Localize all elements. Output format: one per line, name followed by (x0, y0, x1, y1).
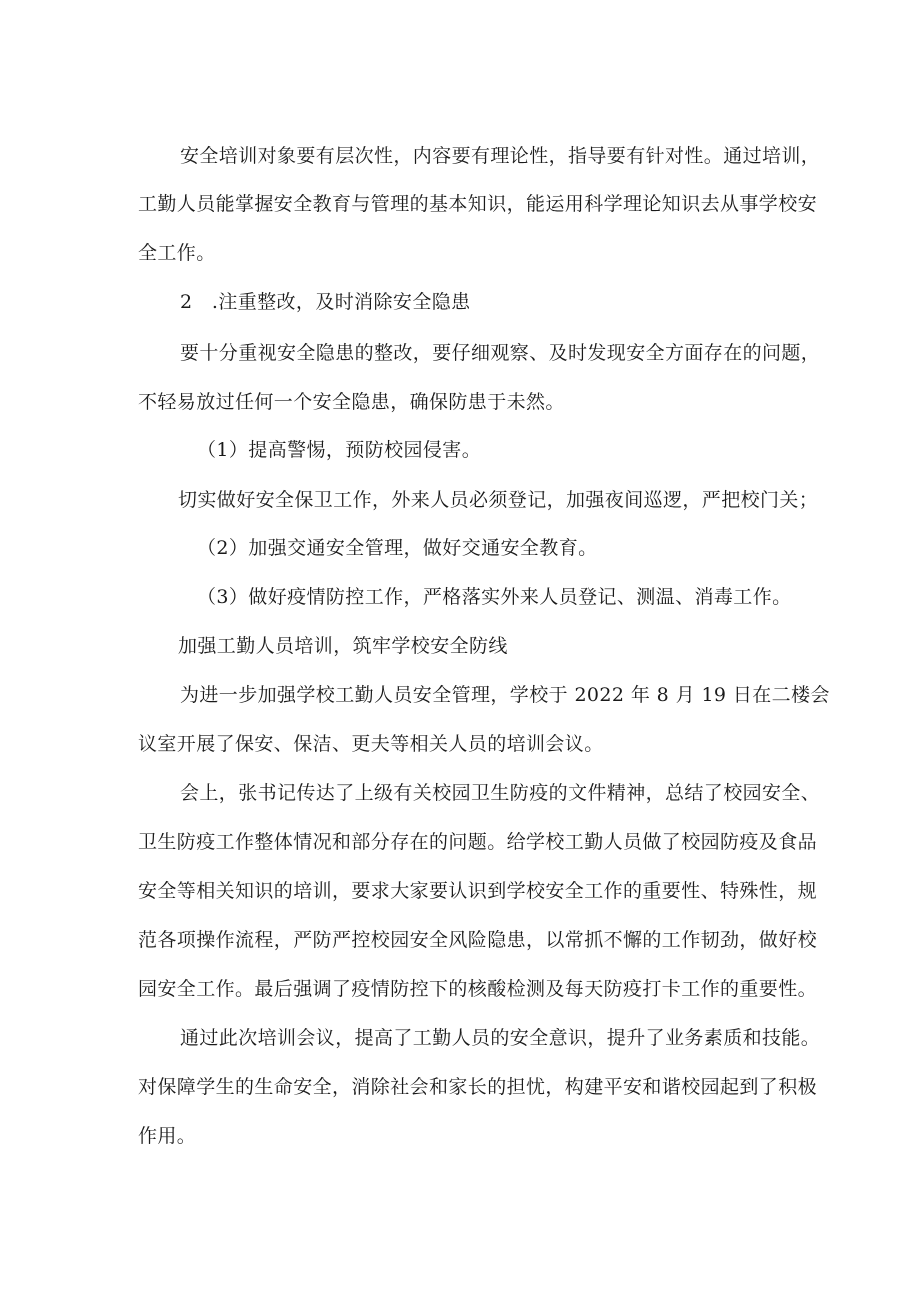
section-heading: 加强工勤人员培训，筑牢学校安全防线 (178, 635, 508, 657)
paragraph-line: 安全等相关知识的培训，要求大家要认识到学校安全工作的重要性、特殊性，规 (138, 880, 818, 902)
paragraph-line: 对保障学生的生命安全，消除社会和家长的担忧，构建平安和谐校园起到了积极 (138, 1076, 818, 1098)
list-item: （1）提高警惕，预防校园侵害。 (197, 439, 482, 461)
paragraph-line: 为进一步加强学校工勤人员安全管理，学校于 2022 年 8 月 19 日在二楼会 (180, 684, 830, 706)
list-item: （3）做好疫情防控工作，严格落实外来人员登记、测温、消毒工作。 (197, 586, 792, 608)
paragraph-line: 卫生防疫工作整体情况和部分存在的问题。给学校工勤人员做了校园防疫及食品 (138, 831, 818, 853)
paragraph-line: 会上，张书记传达了上级有关校园卫生防疫的文件精神，总结了校园安全、 (180, 782, 821, 804)
paragraph-line: 切实做好安全保卫工作，外来人员必须登记，加强夜间巡逻，严把校门关； (178, 489, 819, 511)
paragraph-line: 园安全工作。最后强调了疫情防控下的核酸检测及每天防疫打卡工作的重要性。 (138, 978, 818, 1000)
paragraph-line: 工勤人员能掌握安全教育与管理的基本知识，能运用科学理论知识去从事学校安 (138, 193, 818, 215)
paragraph-line: 作用。 (138, 1125, 197, 1147)
paragraph-line: 通过此次培训会议，提高了工勤人员的安全意识，提升了业务素质和技能。 (180, 1027, 821, 1049)
paragraph-line: 范各项操作流程，严防严控校园安全风险隐患，以常抓不懈的工作韧劲，做好校 (138, 929, 818, 951)
section-heading: 2 .注重整改，及时消除安全隐患 (180, 291, 471, 313)
paragraph-line: 要十分重视安全隐患的整改，要仔细观察、及时发现安全方面存在的问题， (180, 342, 821, 364)
list-item: （2）加强交通安全管理，做好交通安全教育。 (197, 537, 598, 559)
paragraph-line: 全工作。 (138, 242, 216, 264)
paragraph-line: 不轻易放过任何一个安全隐患，确保防患于未然。 (138, 391, 565, 413)
paragraph-line: 安全培训对象要有层次性，内容要有理论性，指导要有针对性。通过培训， (180, 145, 821, 167)
paragraph-line: 议室开展了保安、保洁、更夫等相关人员的培训会议。 (138, 733, 604, 755)
